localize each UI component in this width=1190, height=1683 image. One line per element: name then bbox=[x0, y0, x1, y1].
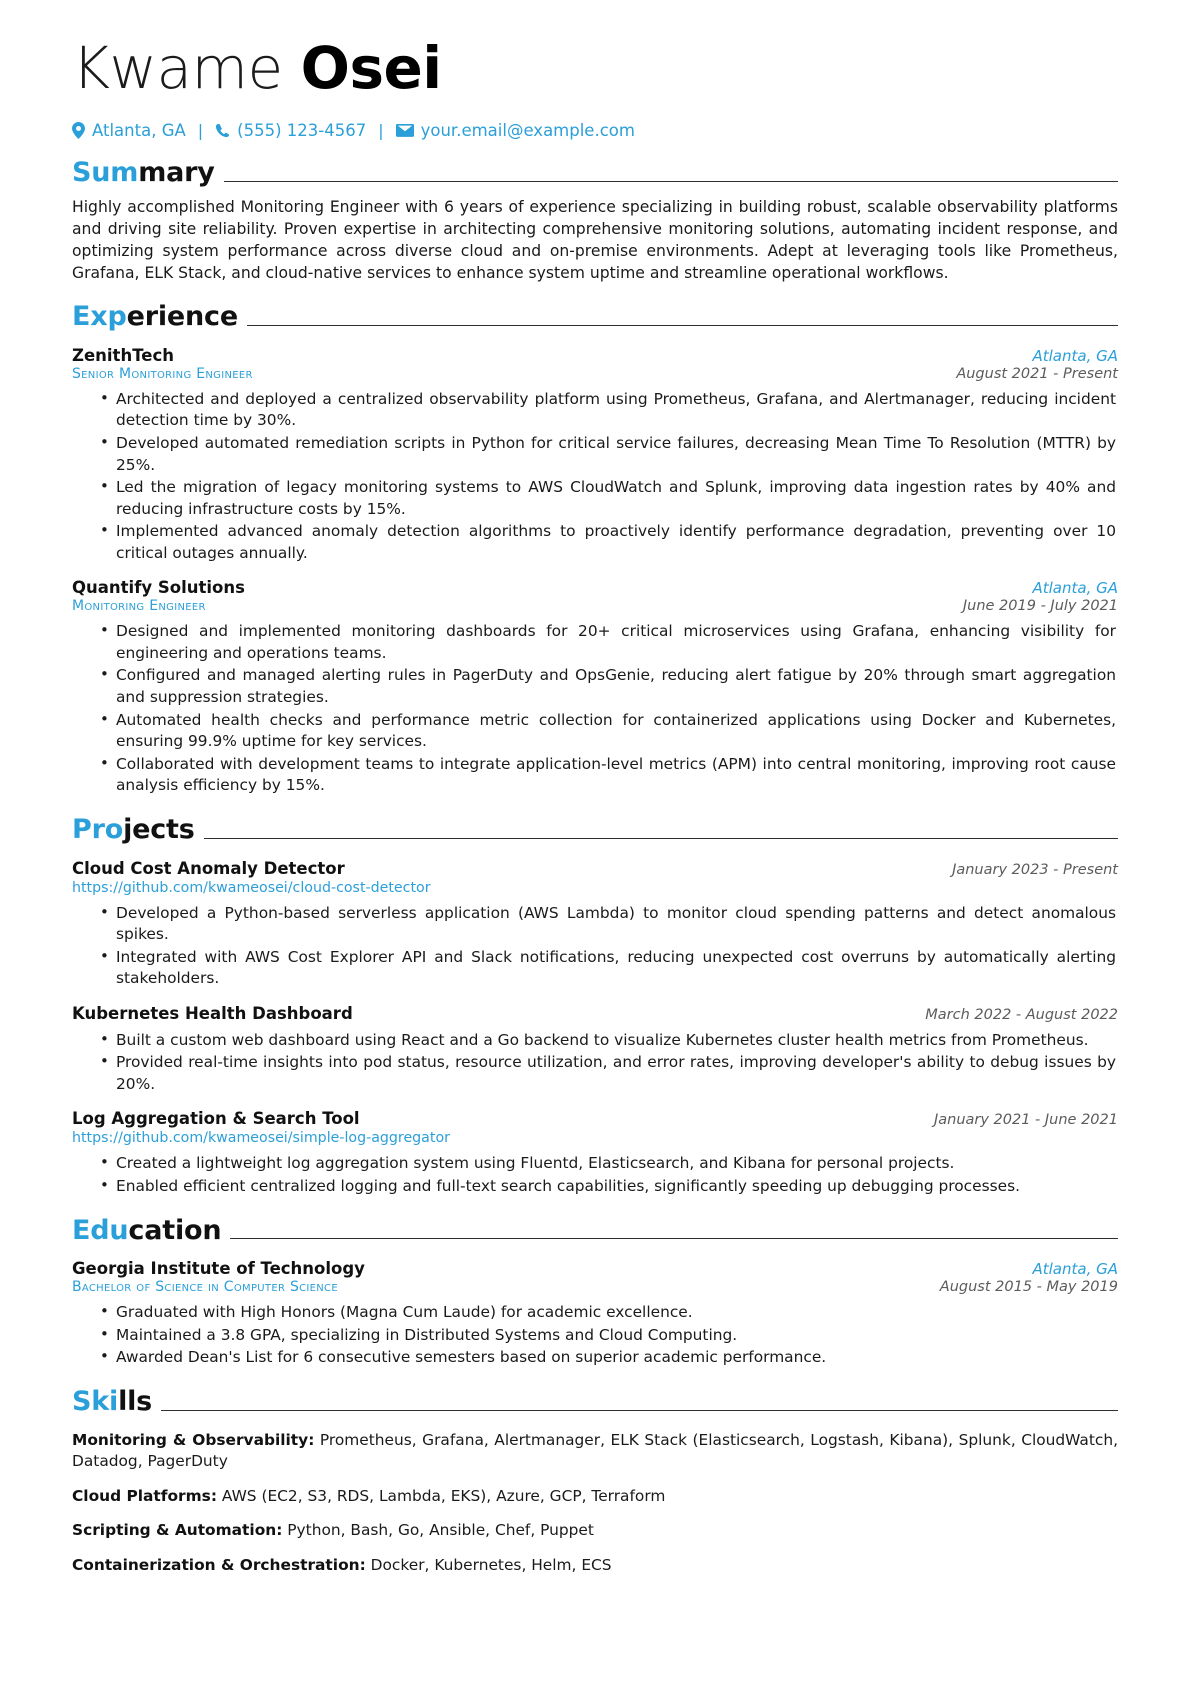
education-bullets bbox=[72, 1302, 1118, 1369]
section-title-rest: erience bbox=[126, 301, 238, 333]
project-dates: January 2021 - June 2021 bbox=[933, 1112, 1118, 1129]
section-header-projects bbox=[72, 815, 1118, 845]
contact-email-text[interactable]: your.email@example.com bbox=[420, 120, 635, 140]
section-rule bbox=[230, 1238, 1118, 1239]
list-item: • Implemented advanced anomaly detection algorithms to proactively identify performance degradation, preventing over 10 critical outages annually. bbox=[116, 521, 1118, 564]
skill-values: Docker, Kubernetes, Helm, ECS bbox=[365, 1555, 612, 1574]
section-rule bbox=[247, 325, 1118, 326]
section-title-education bbox=[72, 1216, 221, 1246]
project-name: Kubernetes Health Dashboard bbox=[72, 1003, 353, 1023]
skill-category: Cloud Platforms: bbox=[72, 1486, 217, 1505]
candidate-name bbox=[72, 34, 1118, 102]
school-name: Georgia Institute of Technology bbox=[72, 1259, 365, 1279]
section-header-summary bbox=[72, 158, 1118, 188]
section-education bbox=[72, 1216, 1118, 1369]
project-dates: March 2022 - August 2022 bbox=[925, 1006, 1118, 1023]
school-location: Atlanta, GA bbox=[1032, 1260, 1118, 1279]
project-name: Cloud Cost Anomaly Detector bbox=[72, 858, 345, 878]
company-location: Atlanta, GA bbox=[1032, 346, 1118, 365]
project-dates: January 2023 - Present bbox=[952, 861, 1118, 878]
company-name: ZenithTech bbox=[72, 345, 174, 365]
project-entry bbox=[72, 1109, 1118, 1197]
section-title-rest: jects bbox=[123, 813, 195, 845]
experience-entry bbox=[72, 346, 1118, 565]
project-entry bbox=[72, 1004, 1118, 1096]
experience-entry-subheader bbox=[72, 597, 1118, 614]
section-skills bbox=[72, 1387, 1118, 1577]
list-item: • Configured and managed alerting rules in PagerDuty and OpsGenie, reducing alert fatigue by 20% through smart aggregation and suppression strategies. bbox=[116, 665, 1118, 708]
section-rule bbox=[224, 181, 1118, 182]
section-experience bbox=[72, 302, 1118, 797]
section-title-projects bbox=[72, 815, 195, 845]
project-link[interactable]: https://github.com/kwameosei/cloud-cost-detector bbox=[72, 879, 431, 896]
project-entry-header bbox=[72, 1109, 1118, 1128]
section-title-summary bbox=[72, 158, 215, 188]
section-title-highlight: Exp bbox=[72, 301, 127, 333]
list-item: • Architected and deployed a centralized observability platform using Prometheus, Grafana, and Alertmanager, reducing incident detection time by 30%. bbox=[116, 389, 1118, 432]
project-bullets bbox=[72, 1153, 1118, 1197]
list-item: • Developed automated remediation scripts in Python for critical service failures, decreasing Mean Time To Resolution (MTTR) by 25%. bbox=[116, 433, 1118, 476]
list-item: • Led the migration of legacy monitoring systems to AWS CloudWatch and Splunk, improving data ingestion rates by 40% and reducing infrastructure costs by 15%. bbox=[116, 477, 1118, 520]
contact-bar bbox=[72, 121, 1118, 140]
contact-location-text: Atlanta, GA bbox=[92, 120, 186, 140]
job-dates: August 2021 - Present bbox=[956, 365, 1118, 382]
section-title-highlight: Edu bbox=[72, 1214, 129, 1246]
list-item: • Automated health checks and performance metric collection for containerized applications using Docker and Kubernetes, ensuring 99.9% uptime for key services. bbox=[116, 710, 1118, 753]
list-item: • Maintained a 3.8 GPA, specializing in Distributed Systems and Cloud Computing. bbox=[116, 1325, 1118, 1347]
education-entry-subheader bbox=[72, 1278, 1118, 1295]
section-title-experience bbox=[72, 302, 238, 332]
job-title: Monitoring Engineer bbox=[72, 598, 206, 615]
job-dates: June 2019 - July 2021 bbox=[962, 598, 1118, 615]
section-rule bbox=[204, 838, 1118, 839]
section-header-education bbox=[72, 1216, 1118, 1246]
section-title-highlight: Sum bbox=[72, 156, 139, 188]
skill-row bbox=[72, 1430, 1118, 1473]
job-title: Senior Monitoring Engineer bbox=[72, 365, 253, 382]
skill-row bbox=[72, 1520, 1118, 1542]
skill-category: Containerization & Orchestration: bbox=[72, 1555, 366, 1574]
skill-row bbox=[72, 1555, 1118, 1577]
skill-values: Python, Bash, Go, Ansible, Chef, Puppet bbox=[282, 1521, 594, 1540]
list-item: • Created a lightweight log aggregation system using Fluentd, Elasticsearch, and Kibana for personal projects. bbox=[116, 1153, 1118, 1175]
section-rule bbox=[161, 1410, 1118, 1411]
project-name: Log Aggregation & Search Tool bbox=[72, 1109, 360, 1129]
project-bullets bbox=[72, 903, 1118, 990]
location-pin-icon bbox=[72, 122, 85, 139]
section-title-rest: cation bbox=[128, 1214, 222, 1246]
experience-entry-header bbox=[72, 578, 1118, 597]
experience-entry-subheader bbox=[72, 365, 1118, 382]
contact-phone bbox=[215, 121, 366, 140]
list-item: • Awarded Dean's List for 6 consecutive semesters based on superior academic performance. bbox=[116, 1347, 1118, 1369]
project-link[interactable]: https://github.com/kwameosei/simple-log-aggregator bbox=[72, 1130, 450, 1147]
skill-category: Monitoring & Observability: bbox=[72, 1430, 315, 1449]
list-item: • Integrated with AWS Cost Explorer API and Slack notifications, reducing unexpected cost overruns by automatically alerting stakeholders. bbox=[116, 947, 1118, 990]
envelope-icon bbox=[396, 124, 414, 137]
company-location: Atlanta, GA bbox=[1032, 579, 1118, 598]
list-item: • Collaborated with development teams to integrate application-level metrics (APM) into central monitoring, improving root cause analysis efficiency by 15%. bbox=[116, 754, 1118, 797]
section-projects bbox=[72, 815, 1118, 1198]
contact-location bbox=[72, 121, 186, 140]
experience-entry-header bbox=[72, 346, 1118, 365]
section-title-highlight: Ski bbox=[72, 1385, 119, 1417]
skill-row bbox=[72, 1486, 1118, 1508]
project-entry bbox=[72, 859, 1118, 990]
section-header-experience bbox=[72, 302, 1118, 332]
project-bullets bbox=[72, 1030, 1118, 1096]
phone-icon bbox=[215, 123, 230, 138]
list-item: • Graduated with High Honors (Magna Cum Laude) for academic excellence. bbox=[116, 1302, 1118, 1324]
experience-entry bbox=[72, 578, 1118, 797]
contact-email bbox=[396, 121, 635, 140]
contact-separator-1: | bbox=[197, 120, 204, 140]
contact-phone-text[interactable]: (555) 123-4567 bbox=[237, 120, 367, 140]
first-name: Kwame bbox=[72, 34, 283, 102]
section-summary bbox=[72, 158, 1118, 284]
project-entry-header bbox=[72, 859, 1118, 878]
list-item: • Developed a Python-based serverless application (AWS Lambda) to monitor cloud spending patterns and detect anomalous spikes. bbox=[116, 903, 1118, 946]
experience-bullets bbox=[72, 389, 1118, 565]
summary-paragraph: Highly accomplished Monitoring Engineer with 6 years of experience specializing in building robust, scalable observability platforms and driving site reliability. Proven expertise in architecting comprehensive monitoring solutions, automating incident response, and optimizing system performance across diverse cloud and on-premise environments. Adept at leveraging tools like Prometheus, Grafana, ELK Stack, and cloud-native services to enhance system uptime and streamline operational workflows. bbox=[72, 197, 1118, 282]
list-item: • Designed and implemented monitoring dashboards for 20+ critical microservices using Grafana, enhancing visibility for engineering and operations teams. bbox=[116, 621, 1118, 664]
list-item: • Enabled efficient centralized logging and full-text search capabilities, significantly speeding up debugging processes. bbox=[116, 1176, 1118, 1198]
list-item: • Provided real-time insights into pod status, resource utilization, and error rates, improving developer's ability to debug issues by 20%. bbox=[116, 1052, 1118, 1095]
section-title-rest: mary bbox=[138, 156, 215, 188]
section-title-skills bbox=[72, 1387, 152, 1417]
list-item: • Built a custom web dashboard using React and a Go backend to visualize Kubernetes cluster health metrics from Prometheus. bbox=[116, 1030, 1118, 1052]
section-title-rest: lls bbox=[118, 1385, 153, 1417]
project-entry-header bbox=[72, 1004, 1118, 1023]
section-header-skills bbox=[72, 1387, 1118, 1417]
section-title-highlight: Pro bbox=[72, 813, 124, 845]
education-entry bbox=[72, 1259, 1118, 1369]
skill-values: AWS (EC2, S3, RDS, Lambda, EKS), Azure, GCP, Terraform bbox=[217, 1486, 666, 1505]
experience-bullets bbox=[72, 621, 1118, 797]
degree-title: Bachelor of Science in Computer Science bbox=[72, 1279, 338, 1296]
skill-values: Prometheus, Grafana, Alertmanager, ELK Stack (Elasticsearch, Logstash, Kibana), Splunk, CloudWatch, Datadog, PagerDuty bbox=[72, 1430, 1118, 1471]
education-dates: August 2015 - May 2019 bbox=[939, 1279, 1118, 1296]
company-name: Quantify Solutions bbox=[72, 578, 245, 598]
education-entry-header bbox=[72, 1259, 1118, 1278]
last-name: Osei bbox=[300, 34, 442, 102]
skill-category: Scripting & Automation: bbox=[72, 1521, 283, 1540]
contact-separator-2: | bbox=[378, 120, 384, 140]
